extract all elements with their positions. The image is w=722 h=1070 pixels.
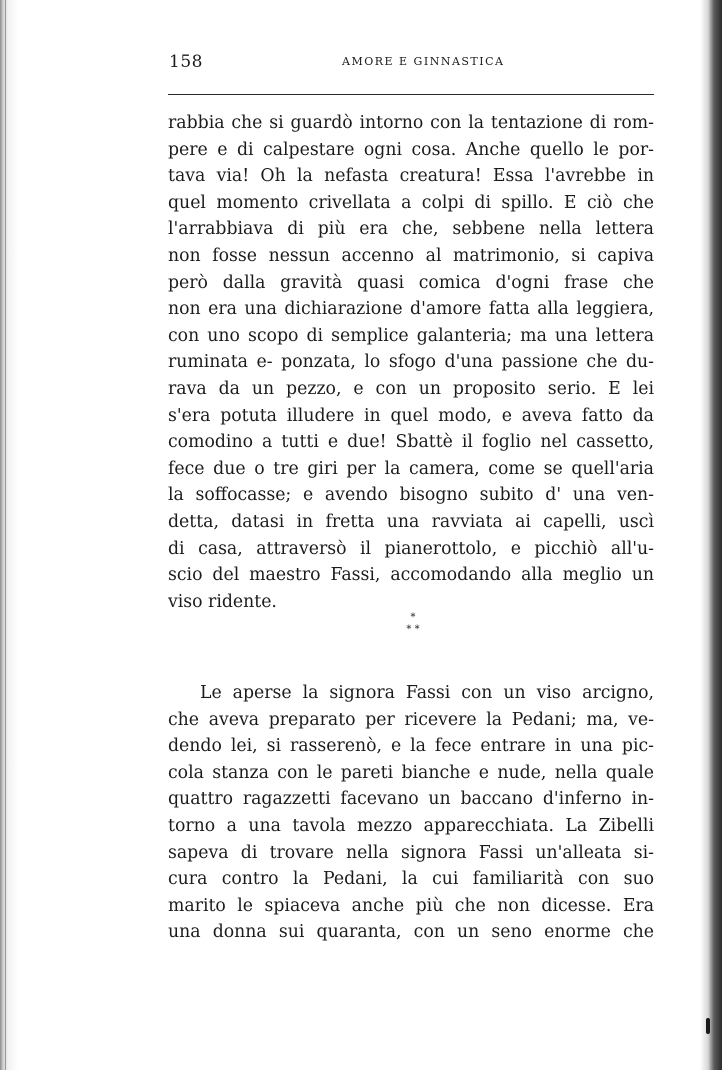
asterism-section-break [398, 612, 428, 652]
text-line: ruminata e- ponzata, lo sfogo d'una passione che du- [168, 352, 654, 373]
text-line: fece due o tre giri per la camera, come se quell'aria [168, 458, 654, 479]
text-line: marito le spiaceva anche più che non dicesse. Era [168, 895, 654, 916]
page-right-edge-shadow [700, 0, 722, 1070]
text-line: s'era potuta illudere in quel modo, e aveva fatto da [168, 405, 654, 426]
asterism-top: * [410, 612, 416, 623]
text-line: però dalla gravità quasi comica d'ogni frase che [168, 272, 654, 293]
text-line: dendo lei, si rasserenò, e la fece entrare in una pic- [168, 736, 654, 757]
header-rule [168, 94, 654, 95]
text-line: rabbia che si guardò intorno con la tentazione di rom- [168, 113, 654, 133]
text-line: non era una dichiarazione d'amore fatta alla leggiera, [168, 299, 654, 320]
text-line: di casa, attraversò il pianerottolo, e picchiò all'u- [168, 538, 654, 559]
text-line: tava via! Oh la nefasta creatura! Essa l'avrebbe in [168, 166, 654, 187]
text-line: viso ridente. [168, 591, 277, 612]
text-line: la soffocasse; e avendo bisogno subito d' una ven- [168, 485, 654, 506]
paragraph-continued [168, 110, 654, 615]
text-line: scio del maestro Fassi, accomodando alla meglio un [168, 565, 654, 586]
text-line: detta, datasi in fretta una ravviata ai capelli, uscì [168, 511, 654, 532]
text-line: cola stanza con le pareti bianche e nude, nella quale [168, 762, 654, 783]
page-left-edge-shadow [0, 0, 18, 1070]
text-line: che aveva preparato per ricevere la Pedani; ma, ve- [168, 709, 654, 730]
text-line: torno a una tavola mezzo apparecchiata. La Zibelli [168, 815, 654, 836]
text-line: quattro ragazzetti facevano un baccano d'inferno in- [168, 789, 654, 810]
running-title: AMORE E GINNASTICA [342, 55, 505, 68]
page-right-edge-mark [706, 1018, 710, 1034]
text-line: pere e di calpestare ogni cosa. Anche quello le por- [168, 139, 654, 160]
text-line: Le aperse la signora Fassi con un viso arcigno, [200, 683, 654, 703]
text-line: non fosse nessun accenno al matrimonio, si capiva [168, 245, 654, 266]
text-line: l'arrabbiava di più era che, sebbene nella lettera [168, 219, 654, 240]
asterism-bottom: * * [406, 624, 420, 635]
page-number: 158 [169, 52, 203, 72]
page-left-edge-line [5, 0, 6, 1070]
text-line: rava da un pezzo, e con un proposito serio. E lei [168, 378, 654, 399]
book-page [168, 40, 654, 943]
text-line: cura contro la Pedani, la cui familiarità con suo [168, 869, 654, 890]
paragraph-new [168, 680, 654, 946]
text-line: comodino a tutti e due! Sbattè il foglio nel cassetto, [168, 432, 654, 453]
text-line: una donna sui quaranta, con un seno enorme che [168, 922, 654, 943]
text-line: sapeva di trovare nella signora Fassi un'alleata si- [168, 842, 654, 863]
text-line: quel momento crivellata a colpi di spillo. E ciò che [168, 192, 654, 213]
running-head [168, 40, 654, 86]
text-line: con uno scopo di semplice galanteria; ma una lettera [168, 325, 654, 346]
